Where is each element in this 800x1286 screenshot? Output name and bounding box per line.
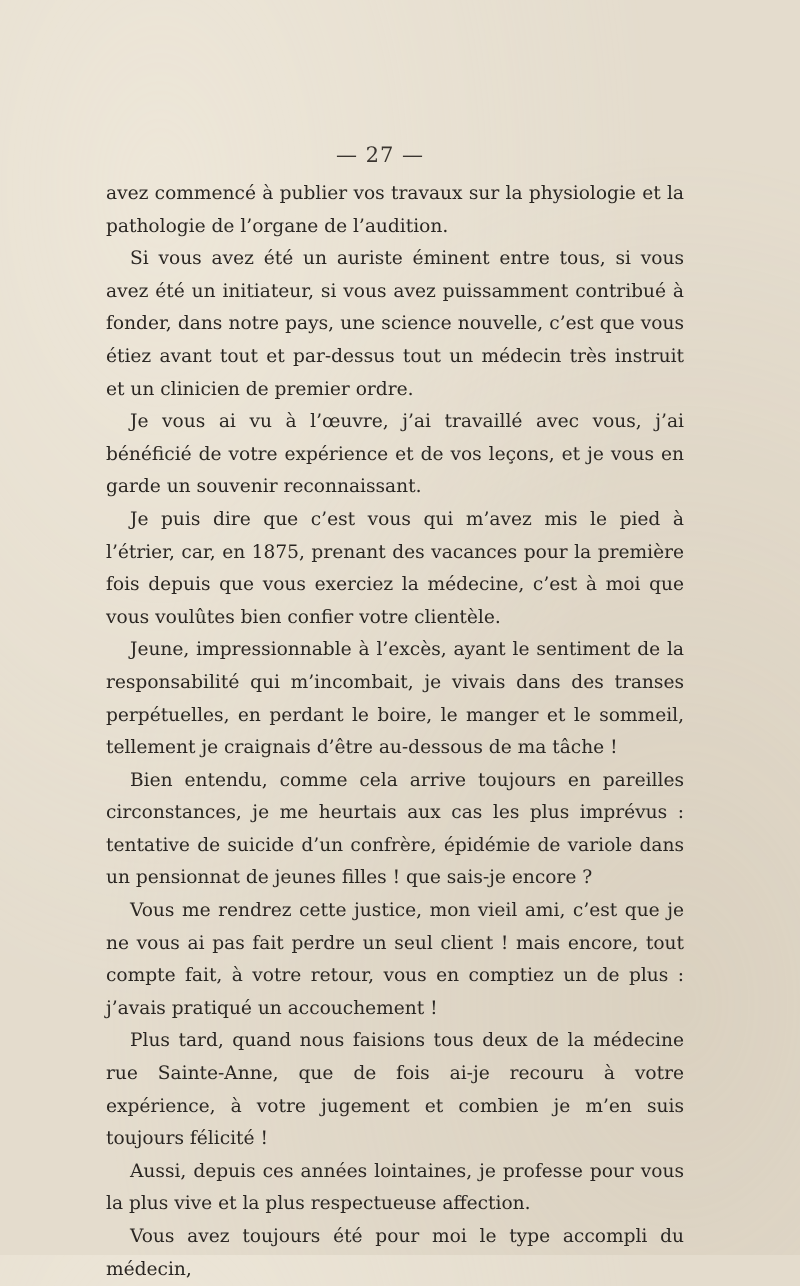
paragraph: Jeune, impressionnable à l’excès, ayant le sentiment de la responsabilité qui m’incombait, je vivais dans des transes perpétuelles, en perdant le boire, le manger et le sommeil, tellement je craignais d’être au-dessous de ma tâche ! (106, 639, 684, 759)
paragraph: Je puis dire que c’est vous qui m’avez mis le pied à l’étrier, car, en 1875, prenant des vacances pour la première fois depuis que vous exerciez la médecine, c’est à moi que vous voulûtes bien confier votre clientèle. (106, 508, 684, 628)
body-text (106, 178, 684, 1286)
paragraph: Si vous avez été un auriste éminent entre tous, si vous avez été un initiateur, si vous avez puissamment contribué à fonder, dans notre pays, une science nouvelle, c’est que vous étiez avant tout et par-dessus tout un médecin très instruit et un clinicien de premier ordre. (106, 248, 684, 400)
paragraph: Plus tard, quand nous faisions tous deux de la médecine rue Sainte-Anne, que de fois ai-je recouru à votre expérience, à votre jugement et combien je m’en suis toujours félicité ! (106, 1030, 684, 1150)
paragraph: Bien entendu, comme cela arrive toujours en pareilles circonstances, je me heurtais aux cas les plus imprévus : tentative de suicide d’un confrère, épidémie de variole dans un pensionnat de jeunes filles ! que sais-je encore ? (106, 769, 684, 889)
paragraph-last: Vous avez toujours été pour moi le type accompli du médecin, (106, 1226, 684, 1280)
paragraph: Je vous ai vu à l’œuvre, j’ai travaillé avec vous, j’ai bénéficié de votre expérience et de vos leçons, et je vous en garde un souvenir reconnaissant. (106, 411, 684, 498)
page-number: — 27 — (335, 143, 425, 167)
paragraph: Aussi, depuis ces années lointaines, je professe pour vous la plus vive et la plus respectueuse affection. (106, 1160, 684, 1215)
paragraph: Vous me rendrez cette justice, mon vieil ami, c’est que je ne vous ai pas fait perdre un seul client ! mais encore, tout compte fait, à votre retour, vous en comptiez un de plus : j’avais pratiqué un accouchement ! (106, 900, 684, 1019)
paragraph-continuation: avez commencé à publier vos travaux sur la physiologie et la pathologie de l’organe de l’audition. (106, 183, 684, 237)
